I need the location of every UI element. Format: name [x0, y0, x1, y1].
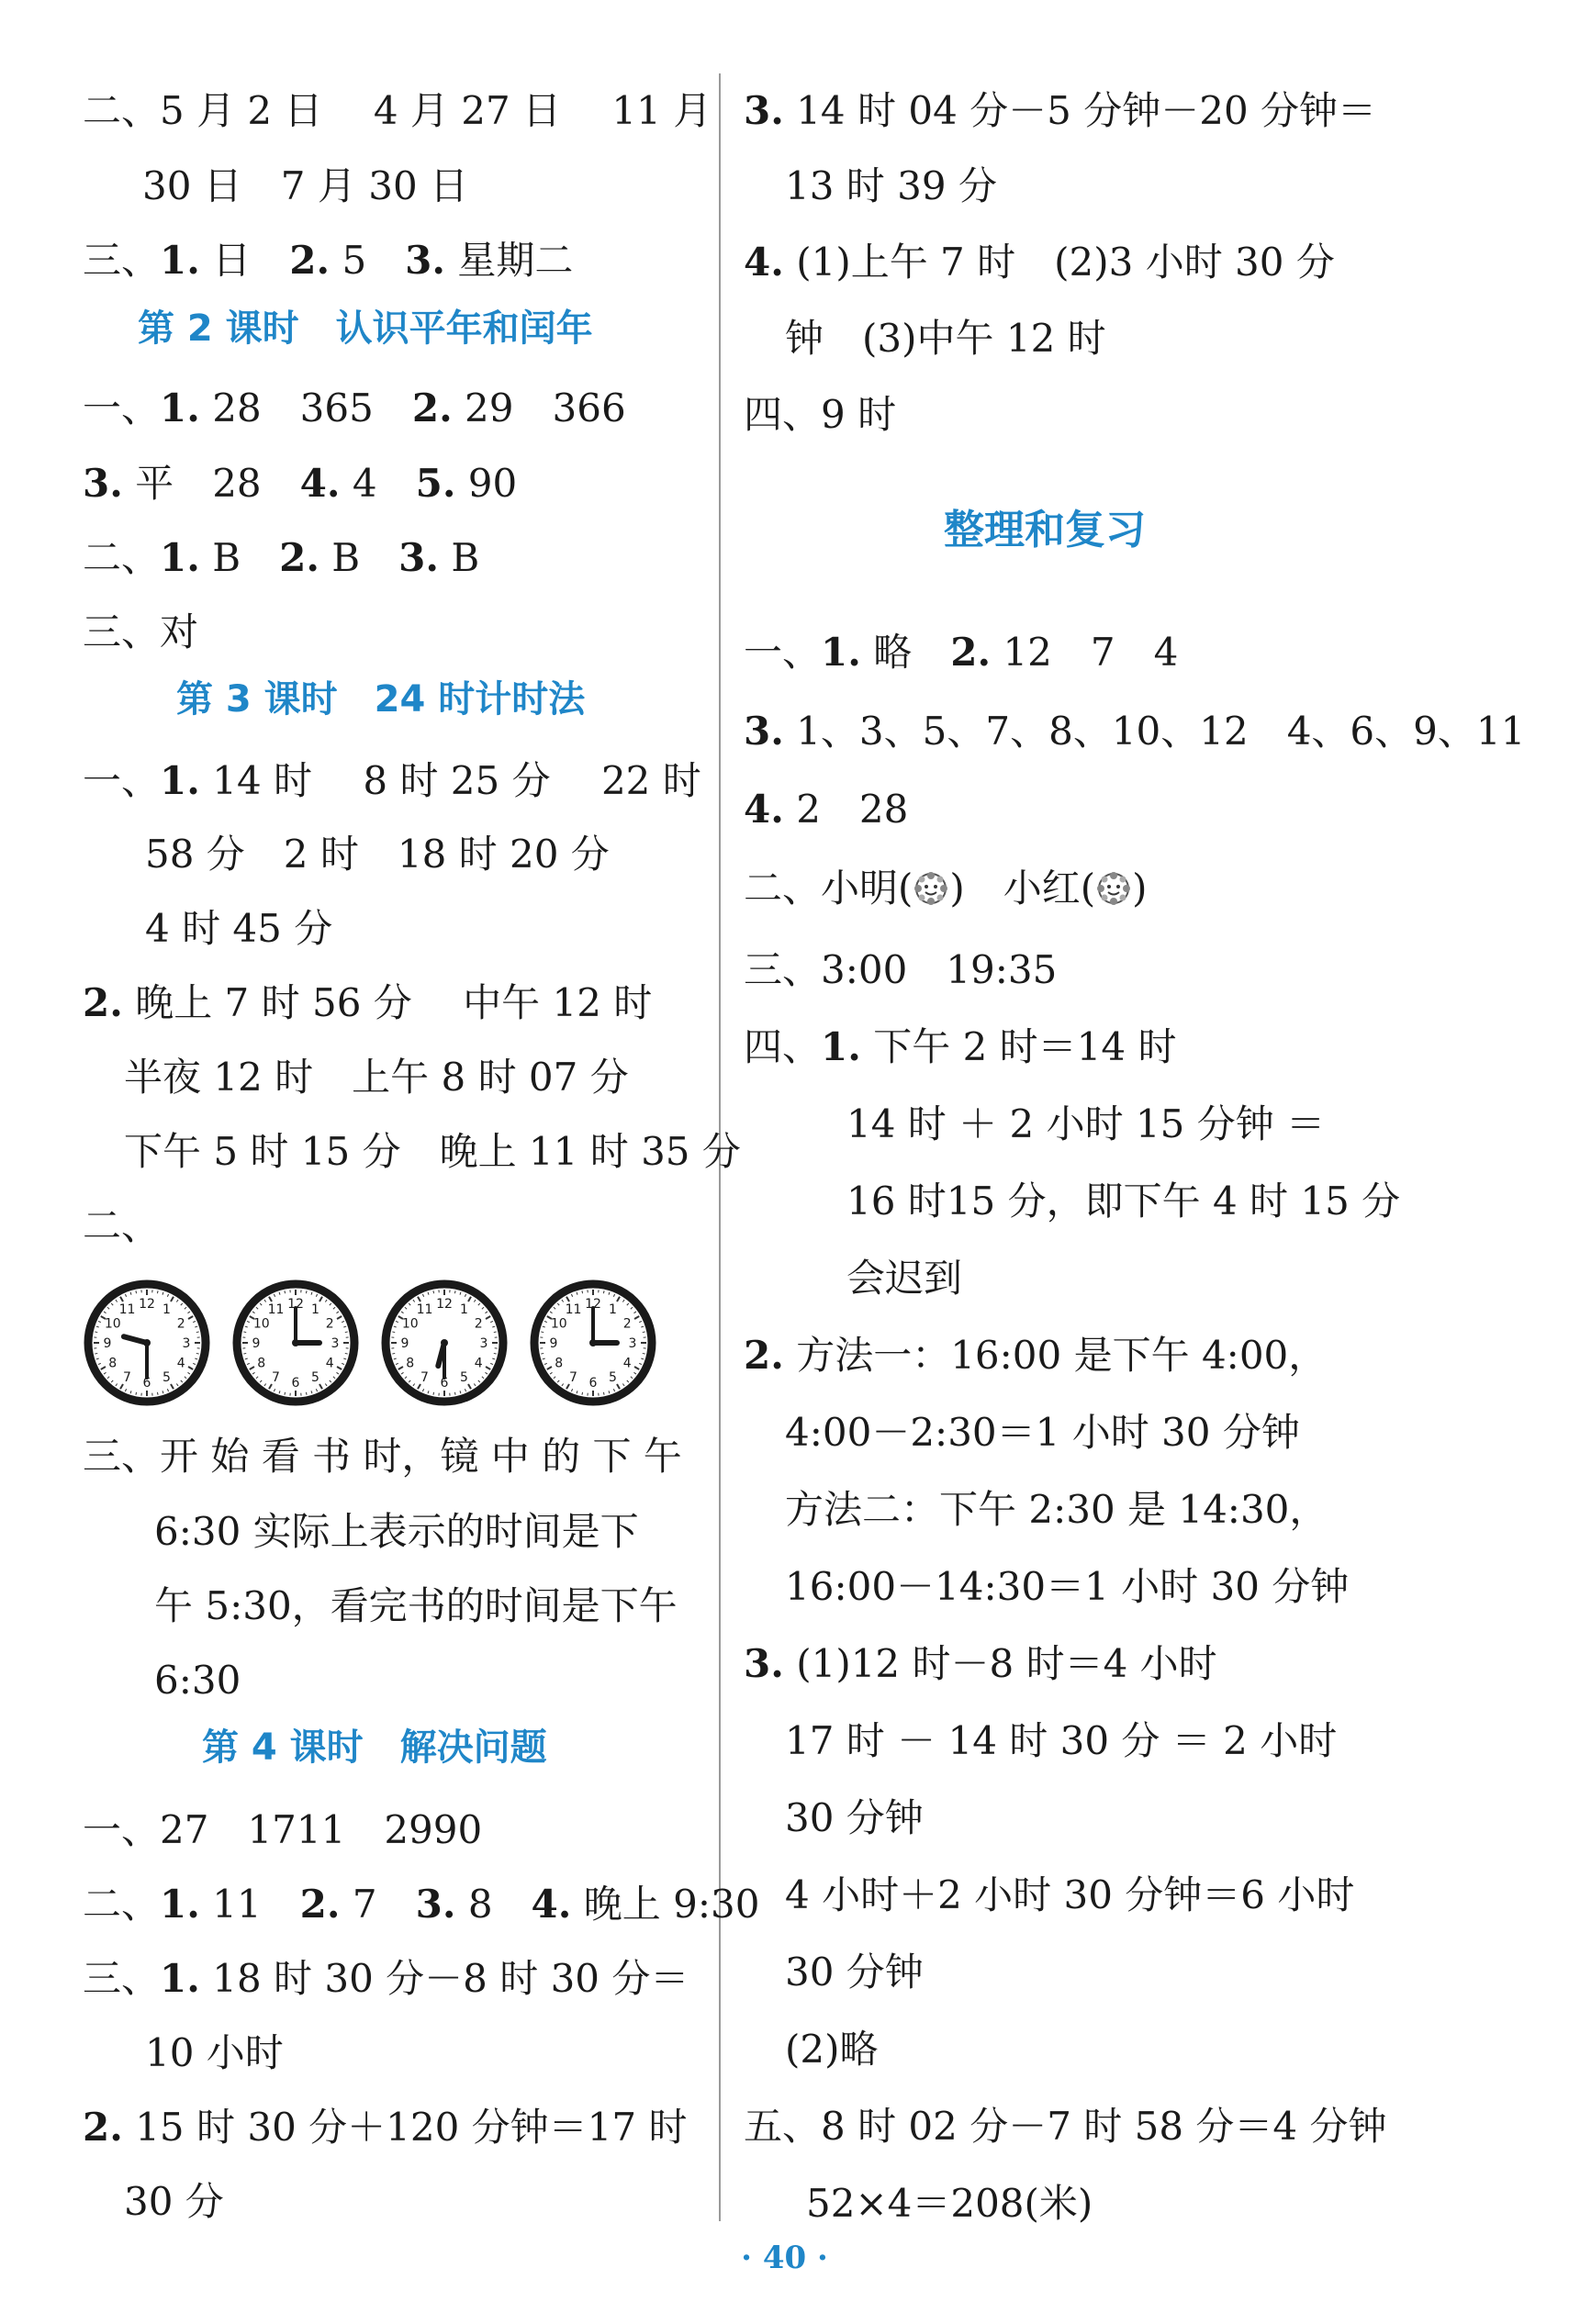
clock-numeral: 3	[628, 1336, 637, 1351]
answer-line: (2)略	[785, 2027, 879, 2072]
clock-numeral: 3	[331, 1336, 340, 1351]
answer-line: 二、	[83, 1203, 161, 1248]
clock-numeral: 8	[108, 1356, 118, 1371]
clock-row	[83, 1279, 670, 1407]
answer-line: 3. 平 28 4. 4 5. 90	[83, 461, 518, 506]
answer-line: 三、3:00 19:35	[744, 947, 1058, 992]
clock-numeral: 6	[588, 1376, 598, 1391]
answer-line: 10 小时	[145, 2030, 284, 2075]
section-heading: 整理和复习	[944, 507, 1146, 553]
clock-numeral: 9	[103, 1336, 112, 1351]
clock-numeral: 7	[272, 1370, 280, 1386]
clock-numeral: 8	[406, 1356, 415, 1371]
clock-numeral: 1	[460, 1302, 468, 1317]
answer-line: 三、对	[83, 609, 199, 654]
answer-line: 3. (1)12 时－8 时＝4 小时	[744, 1641, 1217, 1686]
answer-line: 午 5:30，看完书的时间是下午	[154, 1583, 678, 1628]
answer-line: 下午 5 时 15 分 晚上 11 时 35 分	[124, 1129, 741, 1174]
answer-line: 2. 晚上 7 时 56 分 中午 12 时	[83, 980, 653, 1025]
answer-line: 方法二：下午 2:30 是 14:30，	[785, 1487, 1328, 1532]
clock-numeral: 11	[565, 1302, 582, 1317]
answer-line: 钟 (3)中午 12 时	[785, 316, 1106, 361]
section-heading: 第 3 课时 24 时计时法	[176, 678, 586, 721]
answer-line: 二、1. B 2. B 3. B	[83, 535, 480, 580]
answer-line: 四、9 时	[744, 392, 897, 437]
clock-numeral: 6	[142, 1376, 151, 1391]
page-number: · 40 ·	[741, 2240, 828, 2276]
clock-numeral: 12	[585, 1297, 601, 1312]
clock-face-icon	[529, 1279, 657, 1407]
clock-numeral: 2	[622, 1316, 632, 1332]
answer-line: 6:30	[154, 1658, 241, 1703]
answer-line: 二、5 月 2 日 4 月 27 日 11 月	[83, 88, 712, 133]
clock-numeral: 10	[550, 1316, 567, 1332]
answer-line: 一、27 1711 2990	[83, 1807, 483, 1852]
answer-line: 16:00－14:30＝1 小时 30 分钟	[785, 1564, 1350, 1609]
clock-numeral: 2	[474, 1316, 483, 1332]
clock-numeral: 5	[460, 1370, 468, 1386]
clock-numeral: 1	[609, 1302, 617, 1317]
smiley-face-icon	[913, 870, 949, 907]
clock-numeral: 1	[311, 1302, 319, 1317]
clock-numeral: 5	[609, 1370, 617, 1386]
answer-line: 一、1. 28 365 2. 29 366	[83, 385, 626, 430]
answer-line: 30 分钟	[785, 1795, 924, 1840]
answer-line: 4. 2 28	[744, 787, 909, 832]
clock-numeral: 11	[416, 1302, 433, 1317]
answer-line: 三、1. 18 时 30 分－8 时 30 分＝	[83, 1956, 689, 2001]
clock-numeral: 8	[257, 1356, 266, 1371]
answer-line: 30 分钟	[785, 1950, 924, 1994]
answer-line: 3. 14 时 04 分－5 分钟－20 分钟＝	[744, 88, 1377, 133]
answer-line: 16 时15 分，即下午 4 时 15 分	[846, 1179, 1401, 1223]
clock-numeral: 7	[420, 1370, 429, 1386]
section-heading: 第 4 课时 解决问题	[202, 1726, 547, 1769]
clock-numeral: 11	[267, 1302, 285, 1317]
answer-line: 3. 1、3、5、7、8、10、12 4、6、9、11	[744, 709, 1526, 754]
clock-numeral: 9	[400, 1336, 409, 1351]
answer-line: 四、1. 下午 2 时＝14 时	[744, 1024, 1177, 1069]
clock-numeral: 10	[401, 1316, 419, 1332]
answer-line: 30 日 7 月 30 日	[142, 163, 469, 208]
clock-numeral: 2	[176, 1316, 185, 1332]
clock-numeral: 9	[549, 1336, 558, 1351]
clock-face-icon	[380, 1279, 509, 1407]
clock-numeral: 7	[123, 1370, 131, 1386]
answer-line: 二、小明( ) 小红( )	[744, 866, 1148, 911]
answer-line: 半夜 12 时 上午 8 时 07 分	[124, 1055, 629, 1100]
smiley-face-icon	[1095, 870, 1132, 907]
clock-numeral: 3	[182, 1336, 191, 1351]
answer-line: 52×4＝208(米)	[806, 2181, 1093, 2226]
clock-numeral: 11	[118, 1302, 136, 1317]
answer-line: 三、开 始 看 书 时，镜 中 的 下 午	[83, 1434, 682, 1479]
section-heading: 第 2 课时 认识平年和闰年	[138, 307, 593, 350]
clock-numeral: 10	[104, 1316, 121, 1332]
answer-line: 6:30 实际上表示的时间是下	[154, 1509, 639, 1554]
answer-line: 2. 15 时 30 分＋120 分钟＝17 时	[83, 2105, 688, 2150]
clock-numeral: 12	[139, 1297, 155, 1312]
answer-line: 2. 方法一：16:00 是下午 4:00，	[744, 1333, 1328, 1378]
clock-numeral: 5	[311, 1370, 319, 1386]
clock-face-icon	[83, 1279, 211, 1407]
answer-line: 4 时 45 分	[145, 906, 333, 951]
answer-line: 58 分 2 时 18 时 20 分	[145, 832, 610, 877]
clock-numeral: 5	[163, 1370, 171, 1386]
clock-numeral: 12	[436, 1297, 453, 1312]
answer-line: 五、8 时 02 分－7 时 58 分＝4 分钟	[744, 2104, 1387, 2149]
clock-face-icon	[231, 1279, 360, 1407]
clock-numeral: 1	[163, 1302, 171, 1317]
clock-numeral: 12	[287, 1297, 304, 1312]
clock-numeral: 4	[622, 1356, 632, 1371]
clock-numeral: 4	[325, 1356, 334, 1371]
clock-numeral: 6	[291, 1376, 300, 1391]
clock-numeral: 4	[474, 1356, 483, 1371]
clock-numeral: 3	[479, 1336, 488, 1351]
clock-numeral: 8	[555, 1356, 564, 1371]
answer-line: 4:00－2:30＝1 小时 30 分钟	[785, 1410, 1300, 1455]
answer-line: 一、1. 略 2. 12 7 4	[744, 630, 1179, 675]
clock-numeral: 7	[569, 1370, 577, 1386]
clock-numeral: 10	[252, 1316, 270, 1332]
answer-line: 三、1. 日 2. 5 3. 星期二	[83, 238, 574, 283]
answer-line: 会迟到	[846, 1256, 963, 1301]
answer-line: 30 分	[124, 2179, 224, 2224]
clock-numeral: 4	[176, 1356, 185, 1371]
answer-line: 二、1. 11 2. 7 3. 8 4. 晚上 9:30	[83, 1882, 760, 1927]
answer-line: 4. (1)上午 7 时 (2)3 小时 30 分	[744, 240, 1335, 285]
answer-line: 14 时 ＋ 2 小时 15 分钟 ＝	[846, 1101, 1326, 1146]
clock-numeral: 2	[325, 1316, 334, 1332]
answer-line: 4 小时＋2 小时 30 分钟＝6 小时	[785, 1872, 1355, 1917]
answer-line: 13 时 39 分	[785, 163, 997, 208]
clock-numeral: 6	[440, 1376, 449, 1391]
answer-line: 一、1. 14 时 8 时 25 分 22 时	[83, 758, 701, 803]
answer-line: 17 时 － 14 时 30 分 ＝ 2 小时	[785, 1718, 1338, 1763]
clock-numeral: 9	[252, 1336, 261, 1351]
